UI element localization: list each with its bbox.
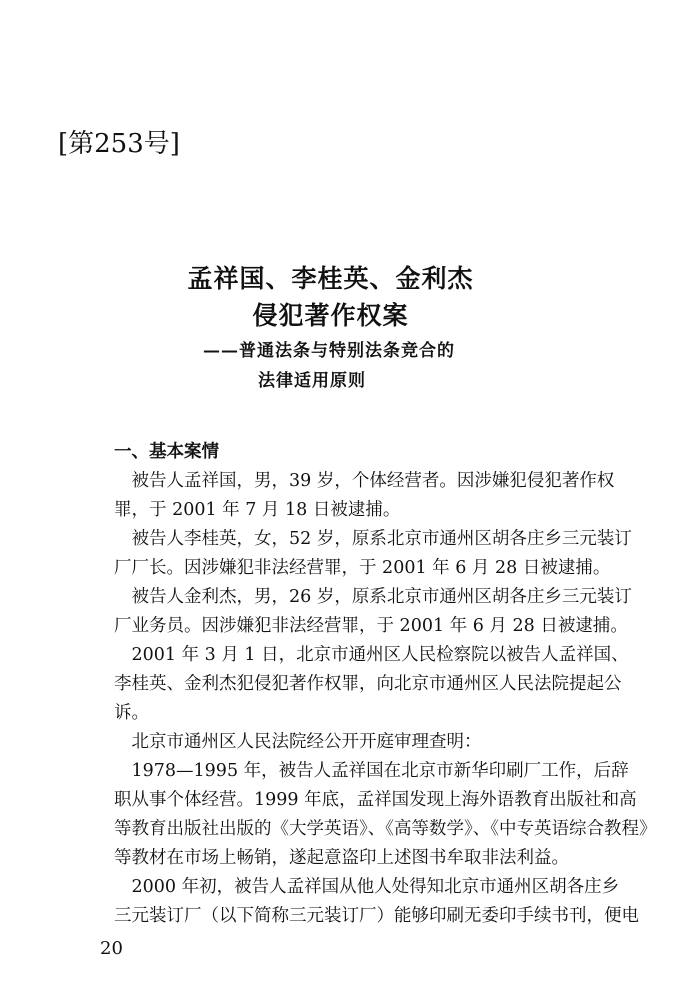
page-number: 20 bbox=[100, 938, 123, 959]
paragraph-lines bbox=[114, 467, 657, 931]
case-subtitle-line-2: 法律适用原则 bbox=[258, 371, 366, 391]
text-line: 等教育出版社出版的《大学英语》、《高等数学》、《中专英语综合教程》 bbox=[114, 819, 657, 839]
text-line: 2001 年 3 月 1 日，北京市通州区人民检察院以被告人孟祥国、 bbox=[114, 645, 629, 665]
text-line: 三元装订厂（以下简称三元装订厂）能够印刷无委印手续书刊，便电 bbox=[114, 906, 639, 926]
text-line: 北京市通州区人民法院经公开开庭审理查明： bbox=[114, 732, 482, 752]
text-line: 等教材在市场上畅销，遂起意盗印上述图书牟取非法利益。 bbox=[114, 848, 569, 868]
body-text bbox=[114, 438, 657, 931]
text-line: 被告人金利杰，男，26 岁，原系北京市通州区胡各庄乡三元装订 bbox=[114, 587, 632, 607]
text-line: 李桂英、金利杰犯侵犯著作权罪，向北京市通州区人民法院提起公 bbox=[114, 674, 622, 694]
text-line: 厂业务员。因涉嫌犯非法经营罪，于 2001 年 6 月 28 日被逮捕。 bbox=[114, 616, 628, 636]
text-line: 罪，于 2001 年 7 月 18 日被逮捕。 bbox=[114, 500, 401, 520]
case-title-line-2: 侵犯著作权案 bbox=[252, 301, 409, 330]
text-line: 诉。 bbox=[114, 703, 149, 723]
section-heading: 一、基本案情 bbox=[114, 442, 219, 462]
text-line: 2000 年初，被告人孟祥国从他人处得知北京市通州区胡各庄乡 bbox=[114, 877, 620, 897]
text-line: 被告人李桂英，女，52 岁，原系北京市通州区胡各庄乡三元装订 bbox=[114, 529, 632, 549]
text-line: 1978—1995 年，被告人孟祥国在北京市新华印刷厂工作，后辞 bbox=[114, 761, 629, 781]
case-subtitle-line-1: ——普通法条与特别法条竞合的 bbox=[203, 341, 455, 361]
case-title-line-1: 孟祥国、李桂英、金利杰 bbox=[187, 264, 474, 293]
text-line: 被告人孟祥国，男，39 岁，个体经营者。因涉嫌犯侵犯著作权 bbox=[114, 471, 615, 491]
text-line: 厂厂长。因涉嫌犯非法经营罪，于 2001 年 6 月 28 日被逮捕。 bbox=[114, 558, 611, 578]
text-line: 职从事个体经营。1999 年底，孟祥国发现上海外语教育出版社和高 bbox=[114, 790, 637, 810]
case-number: [第253号] bbox=[58, 129, 180, 159]
